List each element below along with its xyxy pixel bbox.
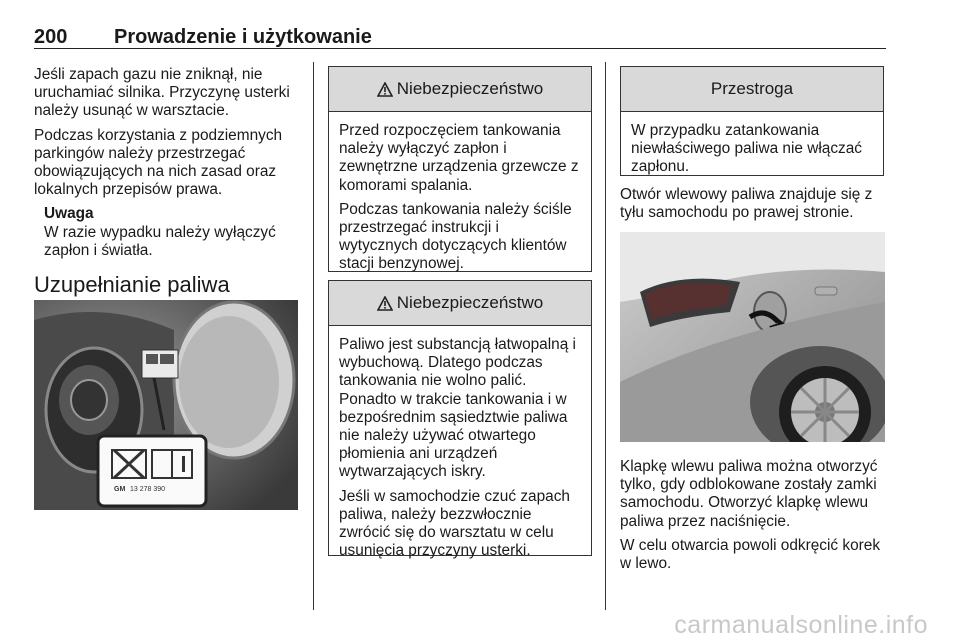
column-divider-left — [313, 62, 314, 610]
paragraph-unscrew-cap: W celu otwarcia powoli odkręcić korek w lewo. — [620, 536, 881, 573]
fuel-flap-photo — [34, 300, 298, 510]
danger-box-2 — [328, 280, 592, 560]
column-right-text-top — [620, 186, 888, 228]
caution-box — [620, 66, 884, 176]
paragraph-open-flap: Klapkę wlewu paliwa można otworzyć tylko, gdy odblokowane zostały zamki samochodu. Otworzyć klapkę wlewu paliwa przez naciśnięcie. — [620, 458, 878, 530]
danger-box-1 — [328, 66, 592, 272]
danger-box-2-p2: Jeśli w samochodzie czuć zapach paliwa, należy bezzwłocznie zwrócić się do warsztatu w celu usunięcia przyczyny usterki. — [339, 487, 570, 560]
danger-box-2-title: Niebezpieczeństwo — [396, 293, 544, 312]
warning-triangle-icon — [377, 82, 393, 97]
label-brand: GM — [114, 486, 126, 493]
danger-box-1-p1: Przed rozpoczęciem tankowania należy wyłączyć zapłon i zewnętrzne urządzenia grzewcze z komorami spalania. — [339, 122, 579, 194]
danger-box-2-header — [329, 281, 591, 326]
danger-box-1-title: Niebezpieczeństwo — [396, 79, 544, 98]
column-divider-right — [605, 62, 606, 610]
car-rear-illustration — [620, 232, 885, 442]
column-left — [34, 66, 302, 306]
danger-box-1-header — [329, 67, 591, 112]
caution-box-header — [621, 67, 883, 112]
watermark: carmanualsonline.info — [674, 611, 928, 639]
section-title: Uzupełnianie paliwa — [34, 272, 230, 298]
car-rear-photo — [620, 232, 885, 442]
note-text: W razie wypadku należy wyłączyć zapłon i światła. — [44, 223, 276, 259]
fuel-flap-illustration — [34, 300, 298, 510]
page-number: 200 — [34, 26, 68, 48]
page-title: Prowadzenie i użytkowanie — [114, 26, 372, 48]
warning-triangle-icon — [377, 296, 393, 311]
danger-box-1-p2: Podczas tankowania należy ściśle przestrzegać instrukcji i wytycznych dotyczących klientów stacji benzynowej. — [339, 200, 572, 273]
caution-box-p1: W przypadku zatankowania niewłaściwego paliwa nie włączać zapłonu. — [631, 122, 862, 176]
caution-box-title: Przestroga — [710, 79, 794, 98]
column-right-text-bottom — [620, 458, 888, 579]
label-number: 13 278 390 — [130, 486, 166, 493]
note-label: Uwaga — [44, 205, 94, 223]
paragraph-gas-smell: Jeśli zapach gazu nie zniknął, nie uruchamiać silnika. Przyczynę usterki należy usunąć w warsztacie. — [34, 66, 290, 120]
paragraph-parking: Podczas korzystania z podziemnych parkingów należy przestrzegać obowiązujących na nich zasad oraz lokalnych przepisów prawa. — [34, 126, 283, 199]
page-header — [34, 26, 886, 49]
danger-box-2-p1: Paliwo jest substancją łatwopalną i wybuchową. Dlatego podczas tankowania nie wolno palić. Ponadto w trakcie tankowania i w bezpośrednim sąsiedztwie paliwa nie należy używać otwartego płomienia ani urządzeń wytwarzających iskry. — [339, 336, 576, 481]
paragraph-filler-location: Otwór wlewowy paliwa znajduje się z tyłu samochodu po prawej stronie. — [620, 186, 873, 222]
